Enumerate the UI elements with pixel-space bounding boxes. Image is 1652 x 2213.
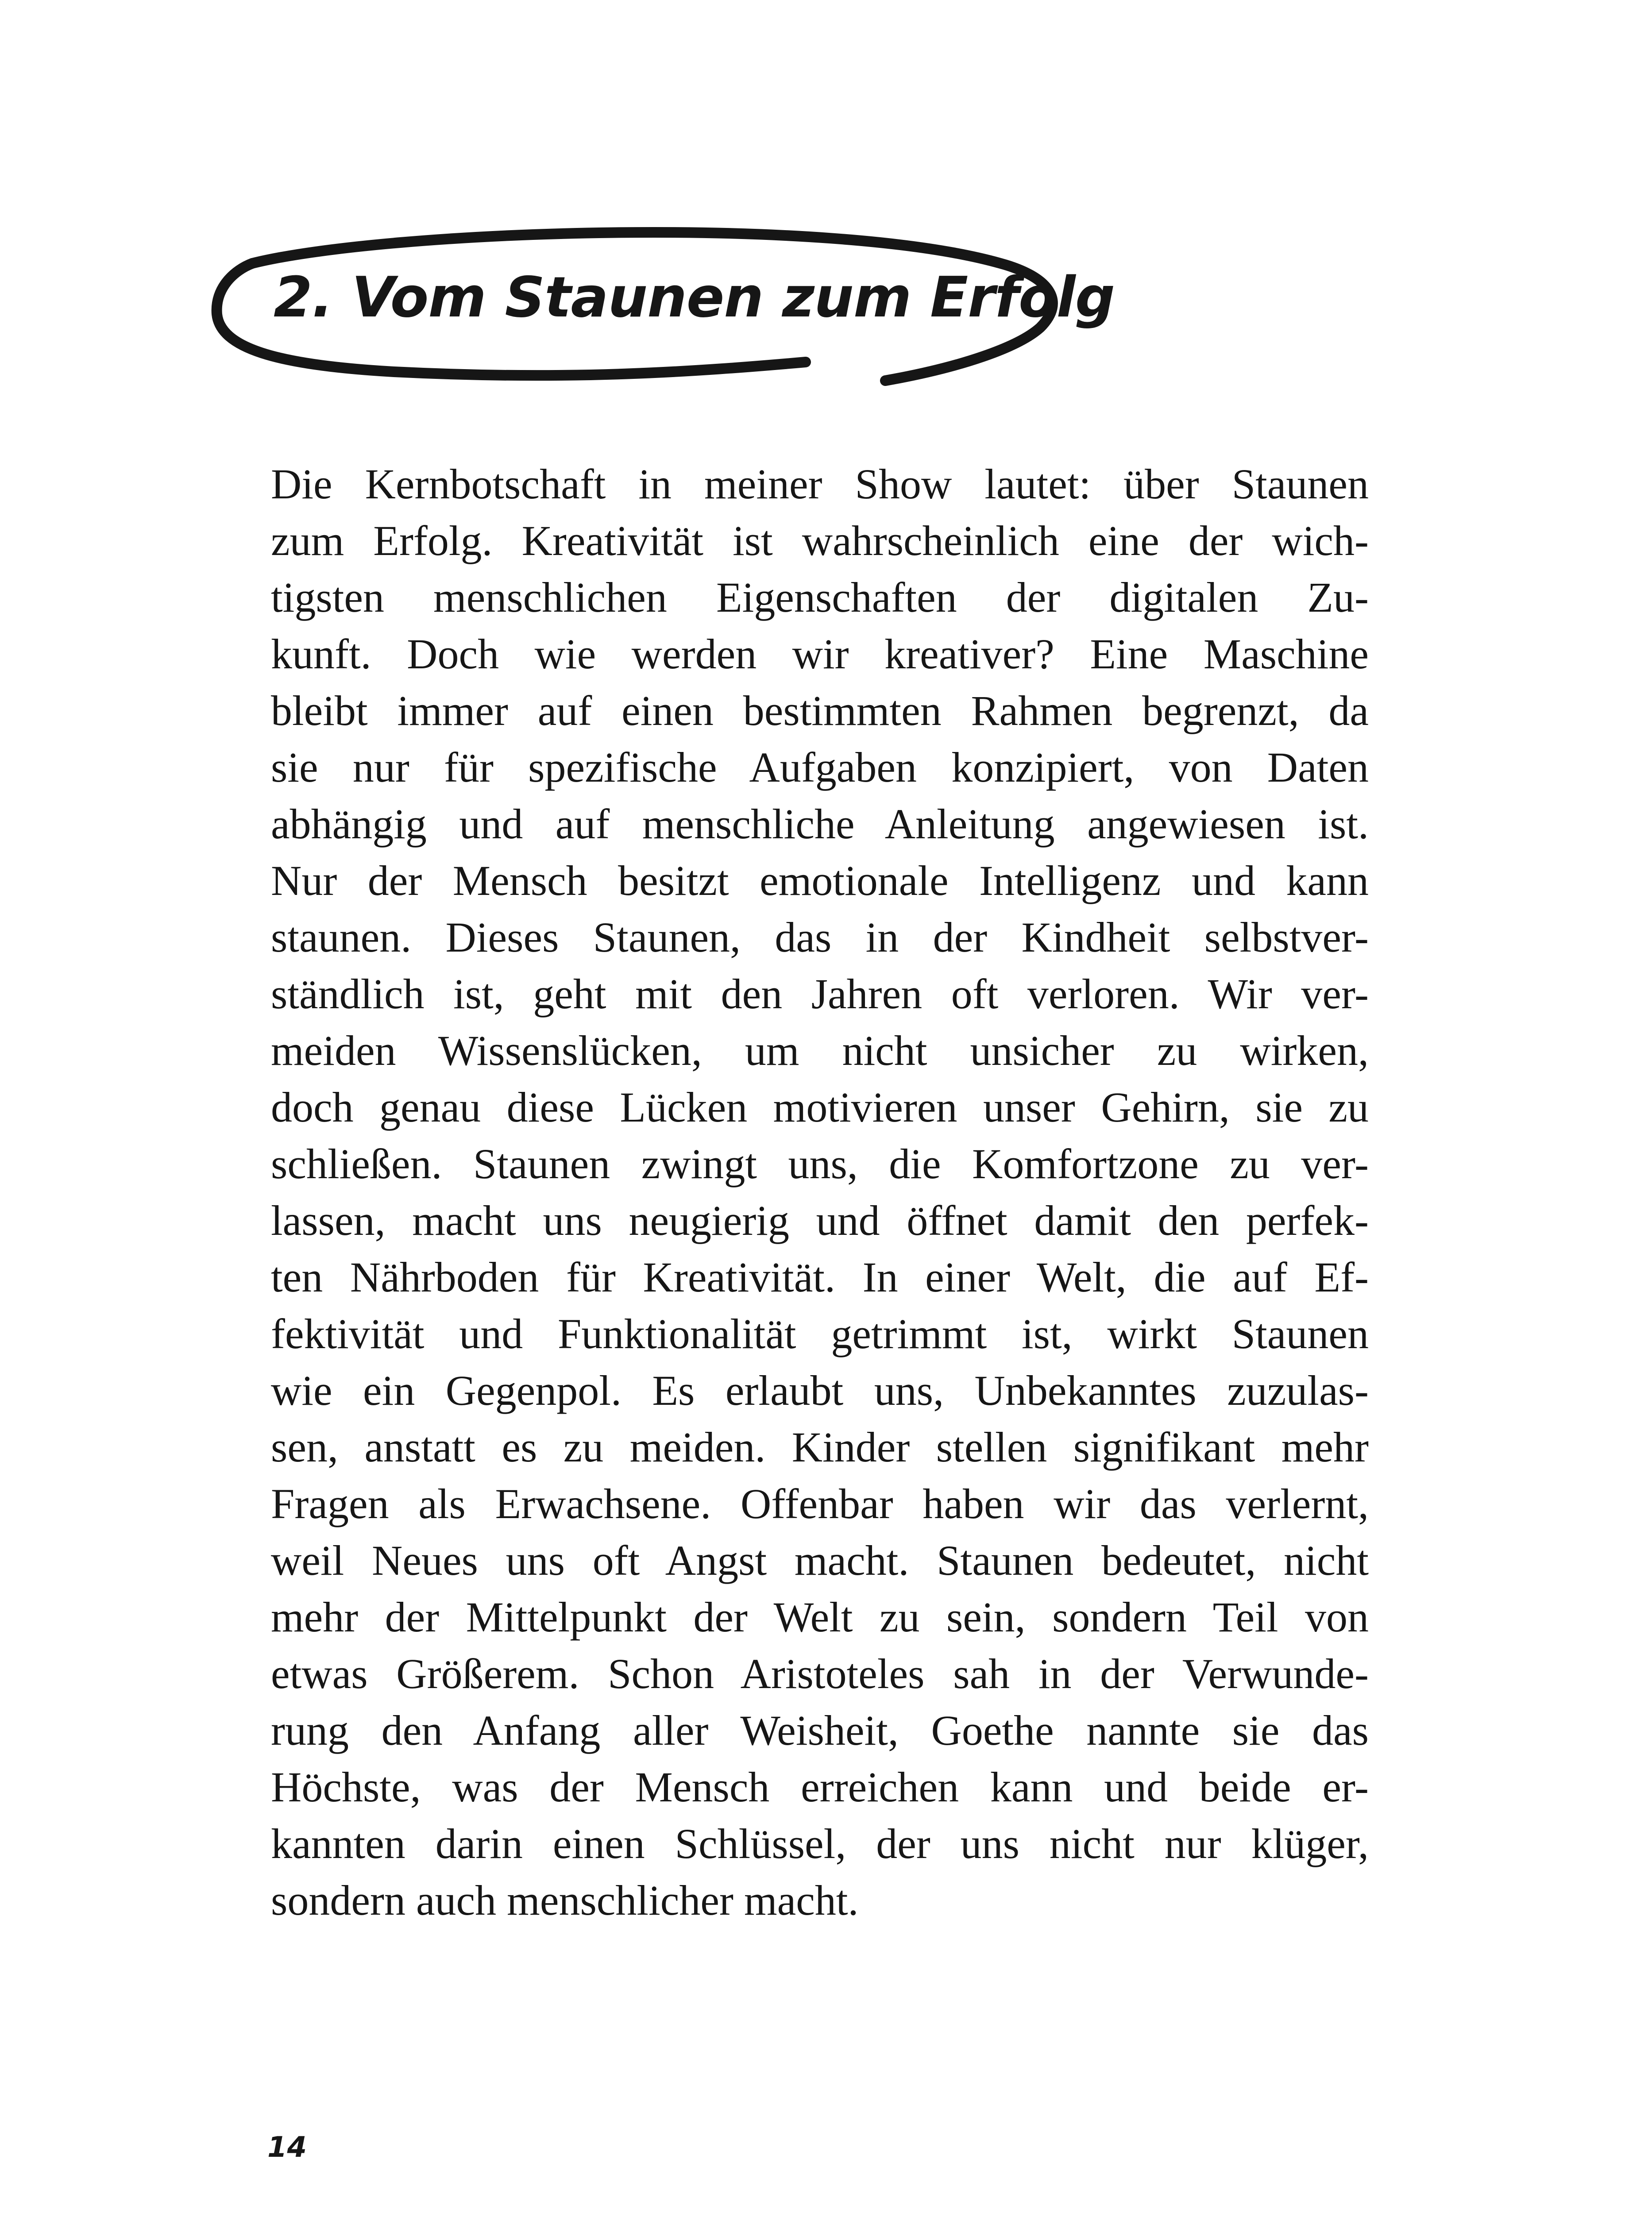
text-line: zum Erfolg. Kreativität ist wahrscheinlich eine der wich- [271, 517, 1369, 564]
text-line: lassen, macht uns neugierig und öffnet damit den perfek- [271, 1197, 1369, 1244]
chapter-title: 2. Vom Staunen zum Erfolg [274, 265, 1115, 330]
page-number: 14 [267, 2131, 307, 2164]
text-line: abhängig und auf menschliche Anleitung angewiesen ist. [271, 800, 1369, 848]
text-line: weil Neues uns oft Angst macht. Staunen bedeutet, nicht [271, 1537, 1369, 1584]
text-line: kannten darin einen Schlüssel, der uns nicht nur klüger, [271, 1820, 1369, 1867]
text-line: mehr der Mittelpunkt der Welt zu sein, sondern Teil von [271, 1593, 1369, 1641]
text-line: wie ein Gegenpol. Es erlaubt uns, Unbekanntes zuzulas- [271, 1367, 1369, 1414]
text-line: fektivität und Funktionalität getrimmt ist, wirkt Staunen [271, 1310, 1369, 1357]
text-line: staunen. Dieses Staunen, das in der Kindheit selbstver- [271, 914, 1369, 961]
text-line-last: sondern auch menschlicher macht. [271, 1877, 859, 1924]
text-line: rung den Anfang aller Weisheit, Goethe nannte sie das [271, 1707, 1369, 1754]
text-line: bleibt immer auf einen bestimmten Rahmen begrenzt, da [271, 687, 1369, 734]
text-line: sie nur für spezifische Aufgaben konzipiert, von Daten [271, 744, 1369, 791]
text-line: etwas Größerem. Schon Aristoteles sah in der Verwunde- [271, 1650, 1369, 1697]
text-line: Die Kernbotschaft in meiner Show lautet: über Staunen [271, 460, 1369, 508]
text-line: doch genau diese Lücken motivieren unser Gehirn, sie zu [271, 1083, 1369, 1131]
text-line: meiden Wissenslücken, um nicht unsicher zu wirken, [271, 1027, 1369, 1074]
text-line: Nur der Mensch besitzt emotionale Intelligenz und kann [271, 857, 1369, 904]
text-line: ten Nährboden für Kreativität. In einer Welt, die auf Ef- [271, 1253, 1369, 1301]
text-line: ständlich ist, geht mit den Jahren oft verloren. Wir ver- [271, 970, 1369, 1018]
chapter-heading [208, 221, 1115, 407]
text-line: Höchste, was der Mensch erreichen kann und beide er- [271, 1763, 1369, 1811]
body-paragraph [271, 456, 1369, 1929]
text-line: sen, anstatt es zu meiden. Kinder stellen signifikant mehr [271, 1423, 1369, 1471]
text-line: tigsten menschlichen Eigenschaften der digitalen Zu- [271, 574, 1369, 621]
text-line: kunft. Doch wie werden wir kreativer? Eine Maschine [271, 630, 1369, 678]
text-line: Fragen als Erwachsene. Offenbar haben wir das verlernt, [271, 1480, 1369, 1527]
text-line: schließen. Staunen zwingt uns, die Komfortzone zu ver- [271, 1140, 1369, 1187]
